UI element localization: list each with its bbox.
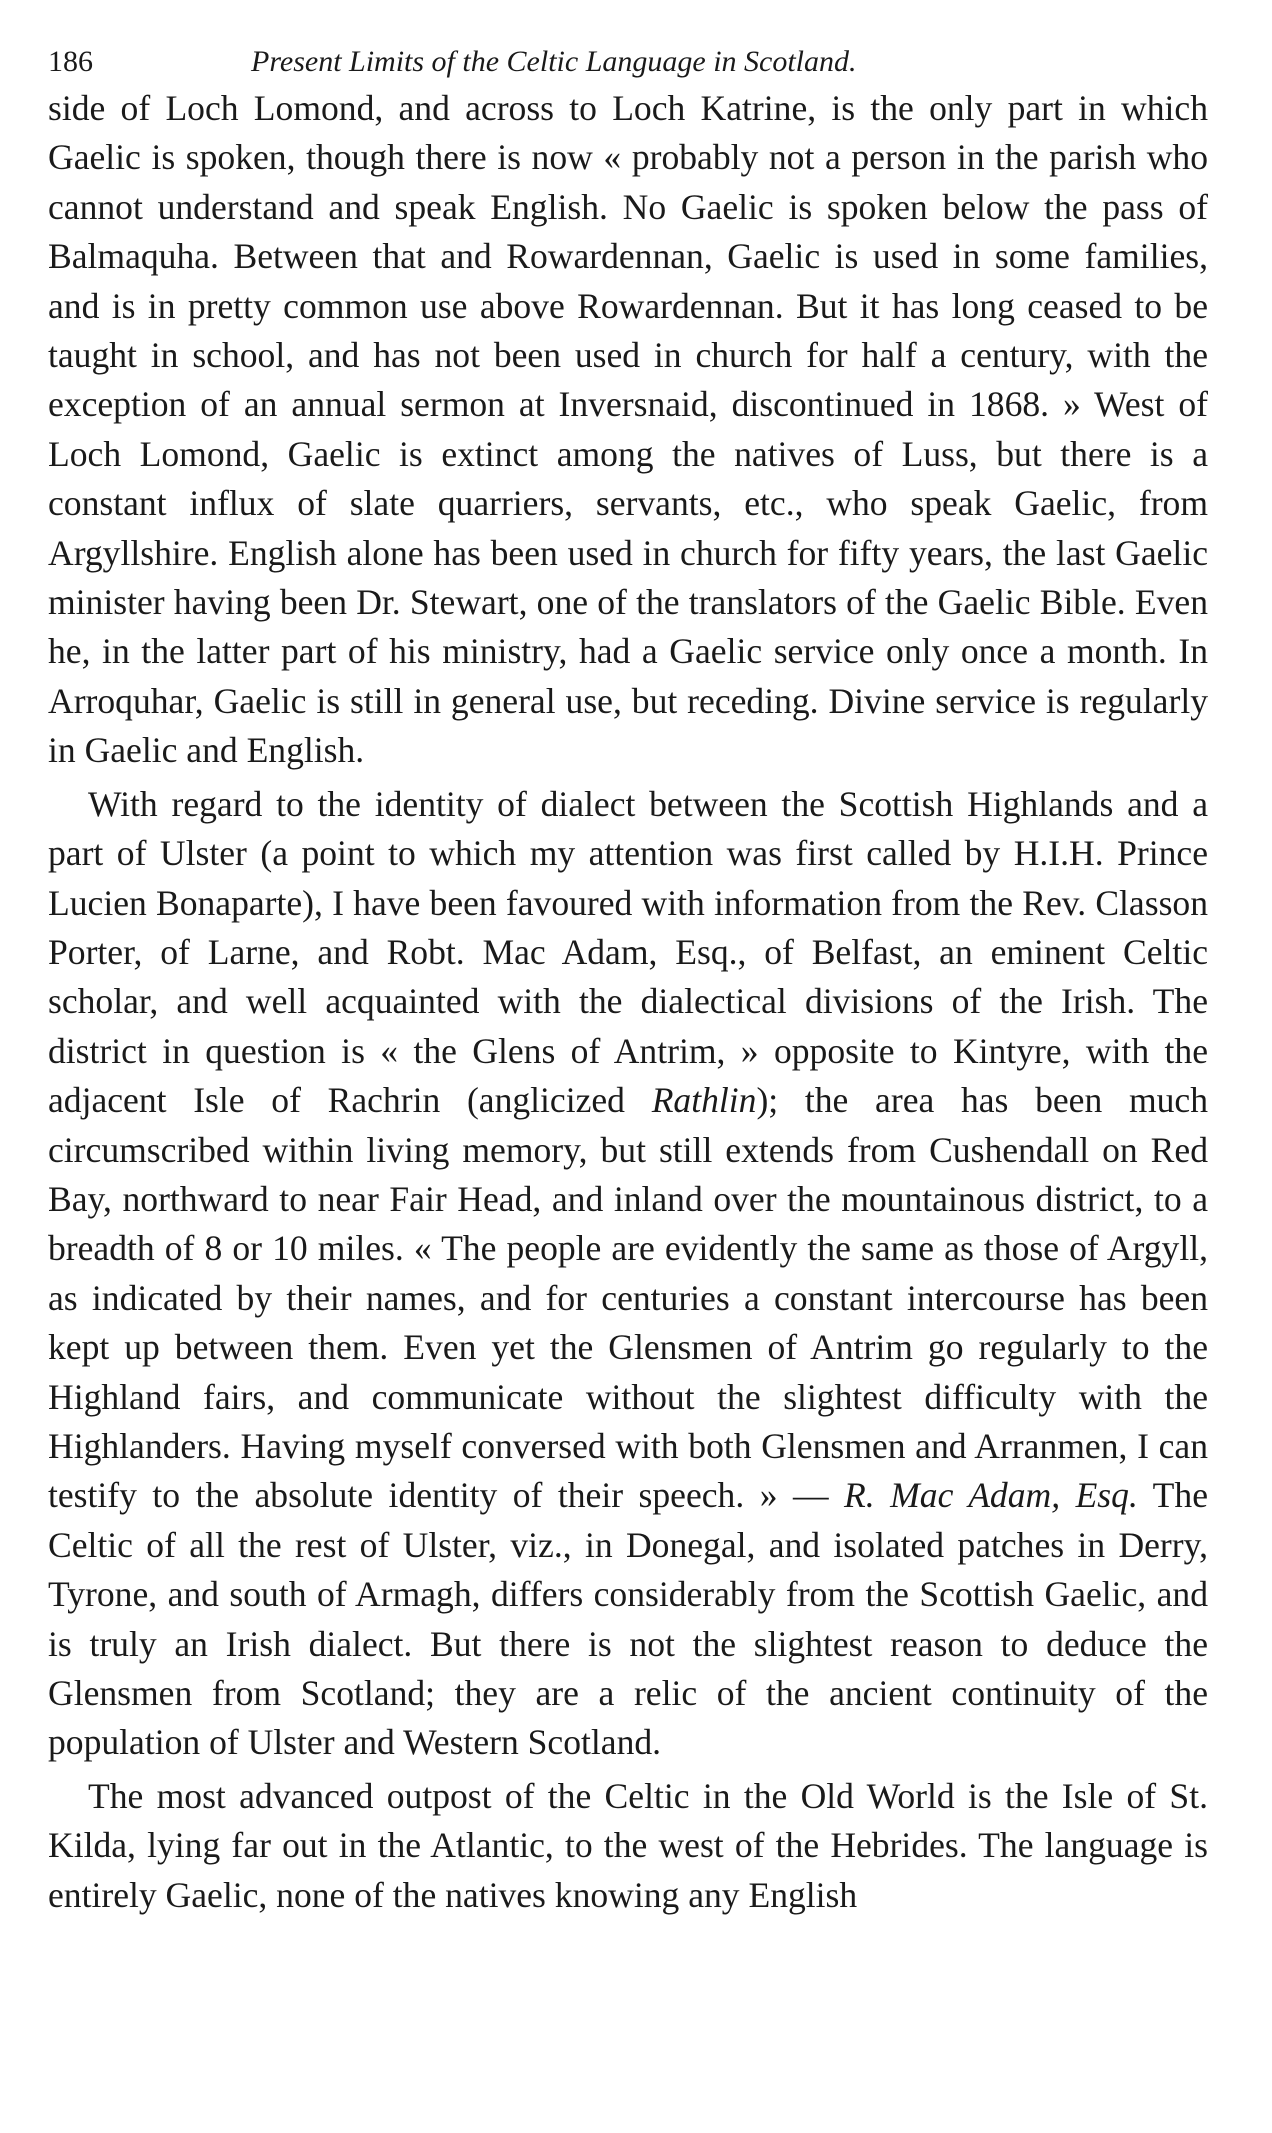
paragraph-text: ); the area has been much circumscribed within living memory, but still extends from Cushendall on Red Bay, northward to near Fair Head, and inland over the mountainous district, to a breadth of 8 or 10 miles. « The people are evidently the same as those of Argyll, as indicated by their names, and for centuries a constant intercourse has been kept up between them. Even yet the Glensmen of Antrim go regularly to the Highland fairs, and communicate without the slightest difficulty with the Highlanders. Having myself conversed with both Glensmen and Arranmen, I can testify to the absolute identity of their speech. » — bbox=[48, 1080, 1208, 1516]
paragraph-text: With regard to the identity of dialect between the Scottish Highlands and a part of Ulster (a point to which my attention was first called by H.I.H. Prince Lucien Bonaparte), I have been favoured with information from the Rev. Classon Porter, of Larne, and Robt. Mac Adam, Esq., of Belfast, an eminent Celtic scholar, and well acquainted with the dialectical divisions of the Irish. The district in question is « the Glens of Antrim, » opposite to Kintyre, with the adjacent Isle of Rachrin (anglicized bbox=[48, 783, 1208, 1121]
book-page bbox=[48, 40, 1208, 1920]
paragraph-text: The Celtic of all the rest of Ulster, viz., in Donegal, and isolated patches in Derry, Tyrone, and south of Armagh, differs considerably from the Scottish Gaelic, and is truly an Irish dialect. But there is not the slightest reason to deduce the Glensmen from Scotland; they are a relic of the ancient continuity of the population of Ulster and Western Scotland. bbox=[48, 1475, 1208, 1763]
paragraph-text: The most advanced outpost of the Celtic in the Old World is the Isle of St. Kilda, lying far out in the Atlantic, to the west of the Hebrides. The language is entirely Gaelic, none of the natives knowing any English bbox=[48, 1775, 1208, 1915]
italic-place-name: Rathlin bbox=[651, 1080, 757, 1121]
italic-citation: R. Mac Adam, Esq. bbox=[844, 1475, 1138, 1516]
running-head bbox=[48, 40, 1208, 84]
paragraph-st-kilda bbox=[48, 1772, 1208, 1920]
paragraph-loch-lomond bbox=[48, 84, 1208, 776]
page-number: 186 bbox=[48, 45, 93, 78]
paragraph-text: side of Loch Lomond, and across to Loch Katrine, is the only part in which Gaelic is spoken, though there is now « probably not a person in the parish who cannot understand and speak English. No Gaelic is spoken below the pass of Balmaquha. Between that and Rowardennan, Gaelic is used in some families, and is in pretty common use above Rowardennan. But it has long ceased to be taught in school, and has not been used in church for half a century, with the exception of an annual sermon at Inversnaid, discontinued in 1868. » West of Loch Lomond, Gaelic is extinct among the natives of Luss, but there is a constant influx of slate quarriers, servants, etc., who speak Gaelic, from Argyllshire. English alone has been used in church for fifty years, the last Gaelic minister having been Dr. Stewart, one of the translators of the Gaelic Bible. Even he, in the latter part of his ministry, had a Gaelic service only once a month. In Arroquhar, Gaelic is still in general use, but receding. Divine service is regularly in Gaelic and English. bbox=[48, 88, 1208, 771]
paragraph-ulster-dialect bbox=[48, 780, 1208, 1768]
running-title: Present Limits of the Celtic Language in Scotland. bbox=[251, 45, 857, 78]
